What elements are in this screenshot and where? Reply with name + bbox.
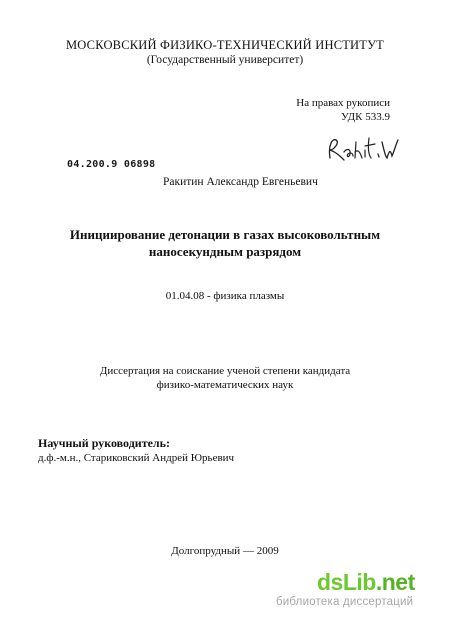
specialty-code: 01.04.08 - физика плазмы bbox=[165, 290, 285, 302]
supervisor-name: д.ф.-м.н., Стариковский Андрей Юрьевич bbox=[38, 452, 235, 464]
archive-stamp-code: 04.200.9 06898 bbox=[67, 159, 156, 170]
manuscript-rights: На правах рукописи bbox=[296, 97, 390, 109]
udc-code: УДК 533.9 bbox=[340, 111, 390, 123]
handwritten-signature bbox=[322, 128, 402, 168]
dslib-logo-name: dsLib bbox=[317, 569, 376, 595]
university-status: (Государственный университет) bbox=[146, 54, 304, 66]
author-name: Ракитин Александр Евгеньевич bbox=[163, 176, 318, 188]
supervisor-heading: Научный руководитель: bbox=[38, 436, 170, 450]
dslib-subtitle: библиотека диссертаций bbox=[276, 596, 414, 608]
dissertation-purpose-line-2: физико-математических наук bbox=[156, 379, 294, 391]
dissertation-purpose-line-1: Диссертация на соискание ученой степени кандидата bbox=[99, 365, 351, 377]
dslib-logo-tld: .net bbox=[375, 569, 415, 595]
institute-name: МОСКОВСКИЙ ФИЗИКО-ТЕХНИЧЕСКИЙ ИНСТИТУТ bbox=[65, 38, 385, 52]
thesis-title-line-2: наносекундным разрядом bbox=[148, 244, 302, 259]
thesis-title-line-1: Инициирование детонации в газах высоковольтным bbox=[69, 227, 381, 242]
city-year: Долгопрудный — 2009 bbox=[171, 545, 279, 557]
dslib-logo[interactable] bbox=[317, 569, 415, 596]
